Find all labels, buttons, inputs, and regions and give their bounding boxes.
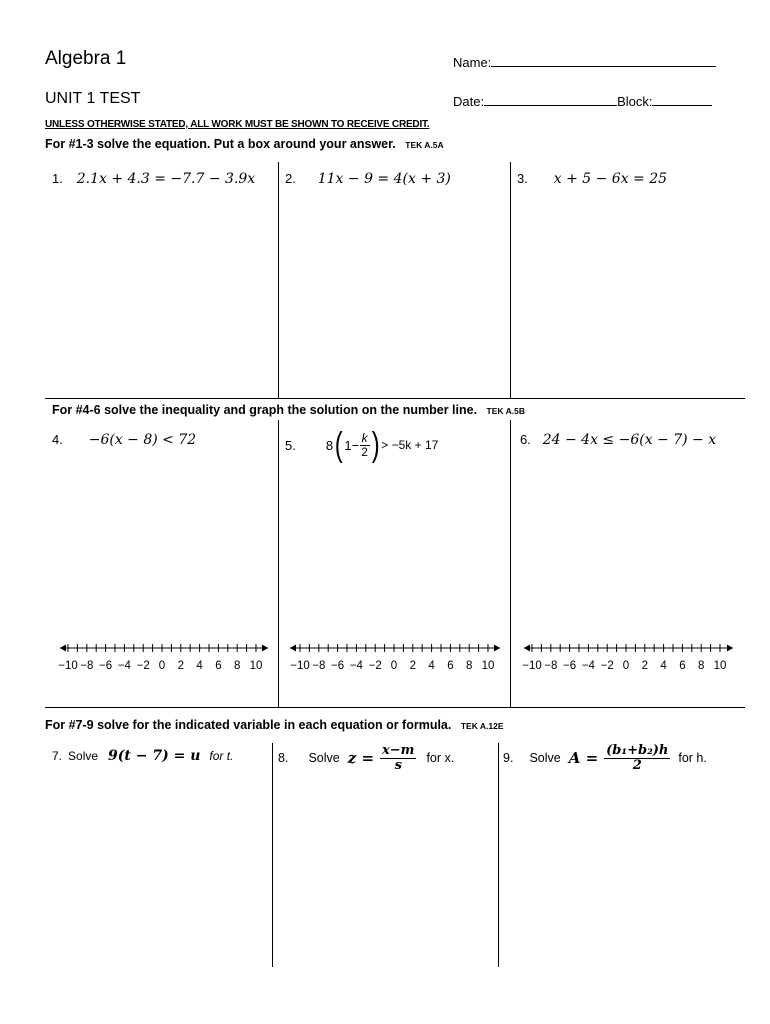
number-line-label: −4 [349,660,363,672]
problem-expression: −6(x − 8) < 72 [88,432,197,448]
problem-7 [52,748,233,764]
fraction-numerator: x−m [382,743,415,758]
fraction-denominator: 2 [361,444,368,459]
number-line-label: 4 [428,660,435,672]
number-line-label: 6 [447,660,454,672]
arrow-left-icon [60,645,66,652]
number-line-label: −6 [563,660,577,672]
column-divider [510,420,511,707]
number-line-group [60,644,733,652]
number-line-label: −4 [581,660,595,672]
instructions: UNLESS OTHERWISE STATED, ALL WORK MUST BE SHOWN TO RECEIVE CREDIT. [45,119,430,130]
number-line-label: 4 [660,660,667,672]
number-line-label: −6 [99,660,113,672]
number-line-label: 10 [713,660,727,672]
problem-expression: x + 5 − 6x = 25 [553,171,668,187]
number-line-label: 6 [215,660,222,672]
section-divider [45,707,745,708]
problem-number: 5. [285,437,296,453]
problem-expression: 24 − 4x ≤ −6(x − 7) − x [542,432,717,448]
problem-9 [503,744,707,772]
column-divider [498,743,499,967]
open-paren: ( [334,426,343,464]
fraction-denominator: 2 [632,757,642,773]
number-line-label: −6 [331,660,345,672]
problem-number: 7. [52,749,63,763]
fraction-denominator: s [394,757,402,773]
problem-expression: 2.1x + 4.3 = −7.7 − 3.9x [76,171,256,187]
number-line-label: 2 [409,660,416,672]
number-line-label: 4 [196,660,203,672]
number-line-labels [0,660,770,674]
number-line-label: 0 [390,660,398,672]
name-label: Name: [453,55,492,70]
equation-lhs: A = [568,749,599,768]
problem-expression: 11x − 9 = 4(x + 3) [317,171,451,187]
number-line-label: −8 [80,660,94,672]
number-line-label: 8 [465,660,473,672]
problem-number: 3. [517,171,528,186]
lead-coefficient: 8 [325,437,334,453]
arrow-right-icon [262,645,268,652]
number-line-label: 8 [697,660,705,672]
problem-number: 6. [520,432,531,447]
problem-expression: 9(t − 7) = u [108,748,201,764]
number-line-label: 2 [177,660,184,672]
number-line-label: −2 [368,660,382,672]
section3-heading: For #7-9 solve for the indicated variable in each equation or formula. [45,718,452,732]
problem-number: 4. [52,432,63,447]
number-line-label: −8 [312,660,326,672]
inequality-tail: > −5k + 17 [381,438,439,452]
arrow-left-icon [290,645,296,652]
section2-tek: TEK A.5B [486,406,525,416]
problem-number: 1. [52,171,63,186]
section1-heading: For #1-3 solve the equation. Put a box around your answer. [45,137,396,151]
solve-label: Solve [68,749,99,763]
section3-heading-row [45,718,504,732]
solve-for-text: for t. [209,749,234,763]
fraction-numerator: (b₁+b₂)h [606,743,669,758]
fraction [380,744,416,772]
solve-for-text: for h. [678,751,707,766]
solve-label: Solve [308,751,340,766]
problem-number: 8. [278,751,289,766]
close-paren: ) [371,426,380,464]
number-line-label: 0 [158,660,166,672]
column-divider [278,420,279,707]
number-line-label: 8 [233,660,241,672]
fraction [604,744,670,772]
section3-tek: TEK A.12E [460,721,504,731]
number-line-label: −8 [544,660,558,672]
date-label: Date: [453,94,485,109]
number-line-label: −2 [136,660,150,672]
number-line-label: 10 [481,660,495,672]
section1-tek: TEK A.5A [405,140,444,150]
problem-number: 2. [285,171,296,186]
section2-heading: For #4-6 solve the inequality and graph the solution on the number line. [52,403,478,417]
equation-lhs: z = [347,749,375,768]
number-line-label: −10 [522,660,542,672]
number-line-label: −10 [58,660,78,672]
block-label: Block: [617,94,653,109]
test-title: UNIT 1 TEST [45,90,141,107]
column-divider [272,743,273,967]
number-line-label: 10 [249,660,263,672]
number-line-label: 2 [641,660,648,672]
number-line-label: −2 [600,660,614,672]
arrow-right-icon [727,645,733,652]
number-line-label: 0 [622,660,630,672]
number-line-label: 6 [679,660,686,672]
problem-8 [278,744,454,772]
arrow-right-icon [494,645,500,652]
arrow-left-icon [524,645,530,652]
course-title: Algebra 1 [45,48,127,69]
inner-term: 1− [344,437,360,453]
number-line-label: −4 [117,660,131,672]
fraction-numerator: k [361,430,368,445]
solve-label: Solve [529,751,561,766]
number-line-label: −10 [290,660,310,672]
solve-for-text: for x. [426,751,455,766]
problem-number: 9. [503,751,514,766]
